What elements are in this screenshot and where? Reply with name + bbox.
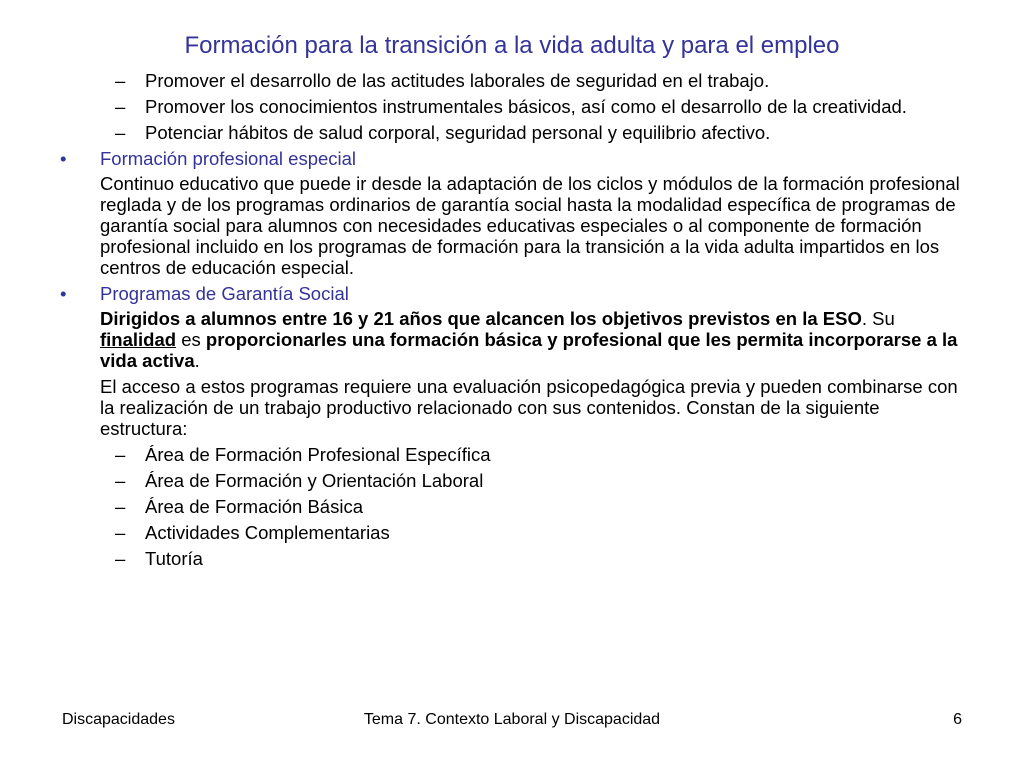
bullet-mark: • — [60, 283, 67, 304]
intro-item — [58, 70, 968, 91]
structure-item-text: Área de Formación Profesional Específica — [145, 444, 491, 465]
page-number: 6 — [953, 711, 962, 728]
intro-item — [58, 122, 968, 143]
bold-text: proporcionarles una formación básica y profesional que les permita incorporarse a la vida activa — [100, 329, 958, 371]
dash-mark: – — [115, 496, 126, 517]
structure-item — [58, 522, 968, 543]
dash-mark: – — [115, 548, 126, 569]
structure-item-text: Actividades Complementarias — [145, 522, 390, 543]
underlined-text: finalidad — [100, 329, 177, 350]
section-paragraph: El acceso a estos programas requiere una evaluación psicopedagógica previa y pueden combinarse con la realización de un trabajo productivo relacionado con sus contenidos. Constan de la siguiente estructura: — [100, 376, 958, 439]
dash-mark: – — [115, 70, 126, 91]
plain-text: . — [194, 350, 200, 371]
footer-left-text: Discapacidades — [62, 711, 175, 728]
dash-mark: – — [115, 444, 126, 465]
plain-text: . Su — [861, 308, 895, 329]
section-heading-fp-especial — [58, 148, 968, 169]
section-heading-garantia-social — [58, 283, 968, 304]
structure-item — [58, 496, 968, 517]
section-paragraph-bold — [58, 308, 968, 371]
intro-item-text: Potenciar hábitos de salud corporal, seguridad personal y equilibrio afectivo. — [145, 122, 771, 143]
structure-item-text: Área de Formación Básica — [145, 496, 363, 517]
intro-item-text: Promover el desarrollo de las actitudes laborales de seguridad en el trabajo. — [145, 70, 770, 91]
structure-item-text: Área de Formación y Orientación Laboral — [145, 470, 484, 491]
section-heading-text: Formación profesional especial — [100, 148, 357, 169]
structure-item-text: Tutoría — [145, 548, 203, 569]
footer-center-text: Tema 7. Contexto Laboral y Discapacidad — [363, 711, 661, 728]
structure-item — [58, 548, 968, 569]
dash-mark: – — [115, 122, 126, 143]
section-paragraph: Continuo educativo que puede ir desde la adaptación de los ciclos y módulos de la formación profesional reglada y de los programas ordinarios de garantía social hasta la modalidad específica de programas de garantía social para alumnos con necesidades educativas especiales o al componente de formación profesional incluido en los programas de formación para la transición a la vida adulta impartidos en los centros de educación especial. — [100, 173, 960, 278]
dash-mark: – — [115, 470, 126, 491]
intro-item — [58, 96, 968, 117]
slide-body — [58, 70, 968, 574]
dash-mark: – — [115, 96, 126, 117]
structure-item — [58, 470, 968, 491]
structure-list — [58, 444, 968, 569]
intro-item-text: Promover los conocimientos instrumentales básicos, así como el desarrollo de la creatividad. — [145, 96, 907, 117]
intro-list — [58, 70, 968, 143]
bold-text: Dirigidos a alumnos entre 16 y 21 años que alcancen los objetivos previstos en la ESO — [100, 308, 862, 329]
plain-text: es — [176, 329, 206, 350]
structure-item — [58, 444, 968, 465]
dash-mark: – — [115, 522, 126, 543]
section-heading-text: Programas de Garantía Social — [100, 283, 349, 304]
slide-title: Formación para la transición a la vida adulta y para el empleo — [184, 32, 840, 59]
bullet-mark: • — [60, 148, 67, 169]
